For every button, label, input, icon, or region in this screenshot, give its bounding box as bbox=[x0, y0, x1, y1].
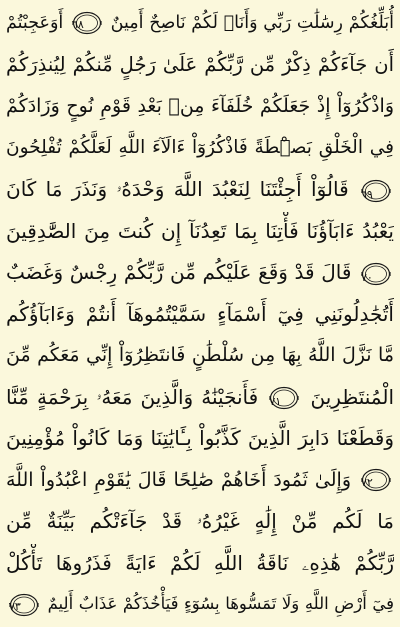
ayah-number: ٦٩ bbox=[361, 187, 373, 201]
ayah-end-ornament-icon bbox=[361, 179, 391, 203]
ayah-end-ornament-icon bbox=[361, 468, 391, 492]
ayah-number: ٦٨ bbox=[71, 18, 84, 31]
ayah-number: ٧٢ bbox=[361, 476, 373, 489]
verse-line bbox=[6, 502, 394, 540]
verse-text: مَا لَكُم مِّنْ إِلَٰهٍ غَيْرُهُۥ قَدْ جَآءَتْكُم بَيِّنَةٌ مِّن bbox=[6, 509, 394, 533]
verse-text: وَقَطَعْنَا دَابِرَ الَّذِينَ كَذَّبُواْ بِـَٔايَٰتِنَا وَمَا كَانُواْ مُؤْمِنِينَ bbox=[6, 426, 394, 450]
verse-line bbox=[6, 336, 394, 374]
verse-text: وَاذْكُرُوٓاْ إِذْ جَعَلَكُمْ خُلَفَآءَ مِنۢ بَعْدِ قَوْمِ نُوحٍ وَزَادَكُمْ bbox=[6, 95, 394, 117]
verse-line bbox=[6, 378, 394, 416]
ayah-number: ٧١ bbox=[269, 395, 282, 408]
verse-text: فَأَنجَيْنَٰهُ وَالَّذِينَ مَعَهُۥ بِرَحْمَةٍ مِّنَّا bbox=[6, 384, 259, 409]
verse-lines bbox=[6, 4, 394, 623]
verse-text: قَالُوٓاْ أَجِئْتَنَا لِنَعْبُدَ اللَّهَ وَحْدَهُۥ وَنَذَرَ مَا كَانَ bbox=[6, 177, 349, 201]
ayah-number: ٧٠ bbox=[361, 270, 373, 284]
verse-text: مَّا نَزَّلَ اللَّهُ بِهَا مِن سُلْطَٰنٍ فَانتَظِرُوٓاْ إِنِّي مَعَكُم مِّنَ bbox=[6, 344, 394, 366]
verse-line bbox=[6, 253, 394, 291]
verse-text: أَن جَآءَكُمْ ذِكْرٌ مِّن رَّبِّكُمْ عَلَىٰ رَجُلٍ مِّنكُمْ لِيُنذِرَكُمْ bbox=[6, 52, 394, 76]
verse-text: قَالَ قَدْ وَقَعَ عَلَيْكُم مِّن رَّبِّكُمْ رِجْسٌ وَغَضَبٌ bbox=[6, 260, 352, 284]
verse-text: فِيٓ أَرْضِ اللَّهِ وَلَا تَمَسُّوهَا بِسُوٓءٍ فَيَأْخُذَكُمْ عَذَابٌ أَلِيمٌ bbox=[47, 594, 394, 613]
verse-text: رَّبِّكُمْ هَٰذِهِۦ نَاقَةُ اللَّهِ لَكُمْ ءَايَةً فَذَرُوهَا تَأْكُلْ bbox=[6, 550, 394, 575]
verse-text: يَعْبُدُ ءَابَآؤُنَا فَأْتِنَا بِمَا تَعِدُنَآ إِن كُنتَ مِنَ الصَّٰدِقِينَ bbox=[6, 218, 394, 243]
verse-line bbox=[6, 87, 394, 125]
ayah-number: ٧٣ bbox=[9, 599, 21, 613]
verse-text: أُبَلِّغُكُمْ رِسَٰلَٰتِ رَبِّي وَأَنَا۠ لَكُمْ نَاصِحٌ أَمِينٌ bbox=[110, 13, 394, 33]
verse-line bbox=[6, 170, 394, 208]
verse-line bbox=[6, 129, 394, 167]
verse-text: أَوَعَجِبْتُمْ bbox=[6, 13, 64, 33]
verse-text: الْمُنتَظِرِينَ bbox=[310, 384, 394, 409]
verse-line bbox=[6, 461, 394, 499]
ayah-end-ornament-icon bbox=[72, 11, 102, 35]
ayah-end-ornament-icon bbox=[361, 262, 391, 286]
verse-line bbox=[6, 544, 394, 582]
verse-text: وَإِلَىٰ ثَمُودَ أَخَاهُمْ صَٰلِحًا قَالَ يَٰقَوْمِ اعْبُدُواْ اللَّهَ bbox=[6, 468, 351, 491]
verse-text: أَتُجَٰدِلُونَنِي فِيٓ أَسْمَآءٍ سَمَّيْتُمُوهَآ أَنتُمْ وَءَابَآؤُكُم bbox=[6, 301, 394, 326]
verse-line bbox=[6, 46, 394, 84]
ayah-end-ornament-icon bbox=[9, 593, 39, 617]
verse-line bbox=[6, 585, 394, 623]
verse-line bbox=[6, 419, 394, 457]
verse-line bbox=[6, 4, 394, 42]
verse-line bbox=[6, 212, 394, 250]
ayah-end-ornament-icon bbox=[269, 386, 299, 410]
verse-text: فِي الْخَلْقِ بَصْۜطَةً فَاذْكُرُوٓاْ ءَالَآءَ اللَّهِ لَعَلَّكُمْ تُفْلِحُونَ bbox=[6, 136, 394, 158]
verse-line bbox=[6, 295, 394, 333]
